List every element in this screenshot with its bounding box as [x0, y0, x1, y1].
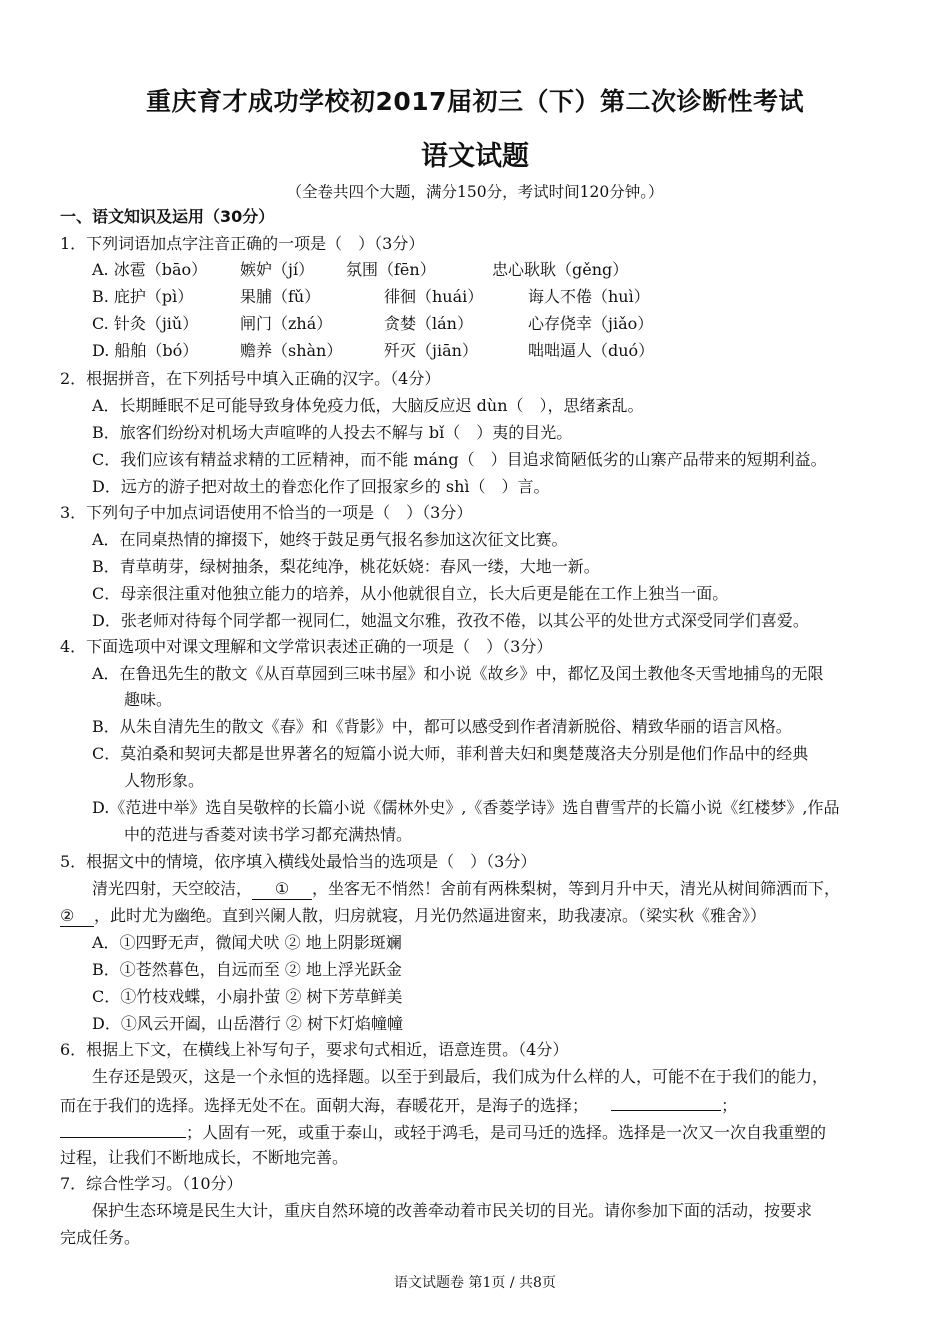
q1-b-2: 果脯（fǔ） [240, 287, 321, 306]
q4-option-b: B．从朱自清先生的散文《春》和《背影》中，都可以感受到作者清新脱俗、精致华丽的语言风格。 [92, 717, 792, 736]
q4-option-a-cont: 趣味。 [124, 690, 173, 709]
q1-stem: 1．下列词语加点字注音正确的一项是（ ）（3分） [60, 234, 425, 253]
q5-option-a: A．①四野无声，微闻犬吠 ② 地上阴影斑斓 [92, 933, 402, 952]
q2-option-a: A．长期睡眠不足可能导致身体免疫力低，大脑反应迟 dùn（ ），思绪紊乱。 [92, 396, 644, 415]
q5-passage-line2 [60, 906, 766, 927]
q1-d-2: 赡养（shàn） [240, 341, 343, 360]
q1-c-4: 心存侥幸（jiǎo） [528, 314, 654, 333]
q5-blank-2: ② [60, 906, 94, 927]
exam-note: （全卷共四个大题，满分150分，考试时间120分钟。） [286, 183, 664, 201]
section-1-heading: 一、语文知识及运用（30分） [60, 207, 275, 226]
q6-answer-blank-1[interactable] [611, 1094, 721, 1111]
q1-a-3: 氛围（fēn） [346, 260, 436, 279]
q6-stem: 6．根据上下文，在横线上补写句子，要求句式相近，语意连贯。（4分） [60, 1040, 569, 1059]
q4-option-d-cont: 中的范进与香菱对读书学习都充满热情。 [124, 825, 413, 844]
q1-b-1: B. 庇护（pì） [92, 287, 194, 306]
q1-d-3: 歼灭（jiān） [384, 341, 478, 360]
q1-a-4: 忠心耿耿（gěng） [492, 260, 629, 279]
q7-stem: 7．综合性学习。（10分） [60, 1174, 243, 1193]
exam-title: 重庆育才成功学校初2017届初三（下）第二次诊断性考试 [145, 87, 805, 116]
q3-option-d: D．张老师对待每个同学都一视同仁，她温文尔雅，孜孜不倦，以其公平的处世方式深受同学们喜爱。 [92, 611, 809, 630]
q5-stem: 5．根据文中的情境，依序填入横线处最恰当的选项是（ ）（3分） [60, 852, 537, 871]
q3-stem: 3．下列句子中加点词语使用不恰当的一项是（ ）（3分） [60, 503, 473, 522]
q1-d-4: 咄咄逼人（duó） [528, 341, 655, 360]
q4-option-d: D.《范进中举》选自吴敬梓的长篇小说《儒林外史》,《香菱学诗》选自曹雪芹的长篇小说《红楼梦》,作品 [92, 798, 840, 817]
q6-passage-3: ；人固有一死，或重于泰山，或轻于鸿毛，是司马迁的选择。选择是一次又一次自我重塑的 [186, 1123, 827, 1142]
q1-b-3: 徘徊（huái） [384, 287, 484, 306]
q3-option-c: C．母亲很注重对他独立能力的培养，从小他就很自立，长大后更是能在工作上独当一面。 [92, 584, 729, 603]
q6-passage-line2 [60, 1094, 737, 1116]
q6-passage-line1: 生存还是毁灭，这是一个永恒的选择题。以至于到最后，我们成为什么样的人，可能不在于我们的能力， [92, 1067, 829, 1086]
q5-option-b: B．①苍然暮色，自远而至 ② 地上浮光跃金 [92, 960, 402, 979]
q4-option-c: C．莫泊桑和契诃夫都是世界著名的短篇小说大师，菲利普夫妇和奥楚蔑洛夫分别是他们作品中的经典 [92, 744, 809, 763]
q6-answer-blank-2[interactable] [60, 1121, 186, 1138]
q1-c-1: C. 针灸（jiǔ） [92, 314, 199, 333]
q4-option-a: A．在鲁迅先生的散文《从百草园到三味书屋》和小说《故乡》中，都忆及闰土教他冬天雪地捕鸟的无限 [92, 664, 824, 683]
q1-a-2: 嫉妒（jí） [240, 260, 315, 279]
q2-option-c: C．我们应该有精益求精的工匠精神，而不能 máng（ ）目追求简陋低劣的山寨产品带来的短期利益。 [92, 450, 827, 469]
q6-passage-2b: ； [721, 1096, 738, 1115]
q3-option-a: A．在同桌热情的撺掇下，她终于鼓足勇气报名参加这次征文比赛。 [92, 530, 568, 549]
q5-passage-1a: 清光四射，天空皎洁， [92, 879, 253, 898]
q4-stem: 4．下面选项中对课文理解和文学常识表述正确的一项是（ ）（3分） [60, 637, 553, 656]
q3-option-b: B．青草萌芽，绿树抽条，梨花纯净，桃花妖娆：春风一缕，大地一新。 [92, 557, 600, 576]
q2-stem: 2．根据拼音，在下列括号中填入正确的汉字。（4分） [60, 369, 441, 388]
q6-passage-2a: 而在于我们的选择。选择无处不在。面朝大海，春暖花开，是海子的选择； [60, 1096, 589, 1115]
exam-subject: 语文试题 [421, 141, 529, 172]
q1-c-3: 贪婪（lán） [384, 314, 473, 333]
q5-blank-1: ① [252, 879, 312, 900]
q1-b-4: 诲人不倦（huì） [528, 287, 650, 306]
q5-option-d: D．①风云开阖，山岳潜行 ② 树下灯焰幢幢 [92, 1014, 404, 1033]
q7-passage-line2: 完成任务。 [60, 1228, 141, 1247]
q6-passage-line4: 过程，让我们不断地成长，不断地完善。 [60, 1148, 349, 1167]
q5-passage-1b: ，坐客无不悄然！舍前有两株梨树，等到月升中天，清光从树间筛洒而下， [312, 879, 841, 898]
q4-option-c-cont: 人物形象。 [124, 771, 205, 790]
q1-a-1: A. 冰雹（bāo） [92, 260, 208, 279]
q5-passage-line1 [92, 879, 840, 900]
q1-d-1: D. 船舶（bó） [92, 341, 199, 360]
q5-passage-2: ，此时尤为幽绝。直到兴阑人散，归房就寝，月光仍然逼进窗来，助我凄凉。（梁实秋《雅舍》） [94, 906, 767, 925]
q6-passage-line3 [60, 1121, 826, 1143]
page-footer: 语文试题卷 第1页 / 共8页 [394, 1275, 556, 1291]
q2-option-b: B．旅客们纷纷对机场大声喧哗的人投去不解与 bǐ（ ）夷的目光。 [92, 423, 573, 442]
q5-option-c: C．①竹枝戏蝶，小扇扑萤 ② 树下芳草鲜美 [92, 987, 403, 1006]
q2-option-d: D．远方的游子把对故土的眷恋化作了回报家乡的 shì（ ）言。 [92, 477, 550, 496]
q1-c-2: 闸门（zhá） [240, 314, 333, 333]
q7-passage-line1: 保护生态环境是民生大计，重庆自然环境的改善牵动着市民关切的目光。请你参加下面的活动，按要求 [92, 1201, 813, 1220]
